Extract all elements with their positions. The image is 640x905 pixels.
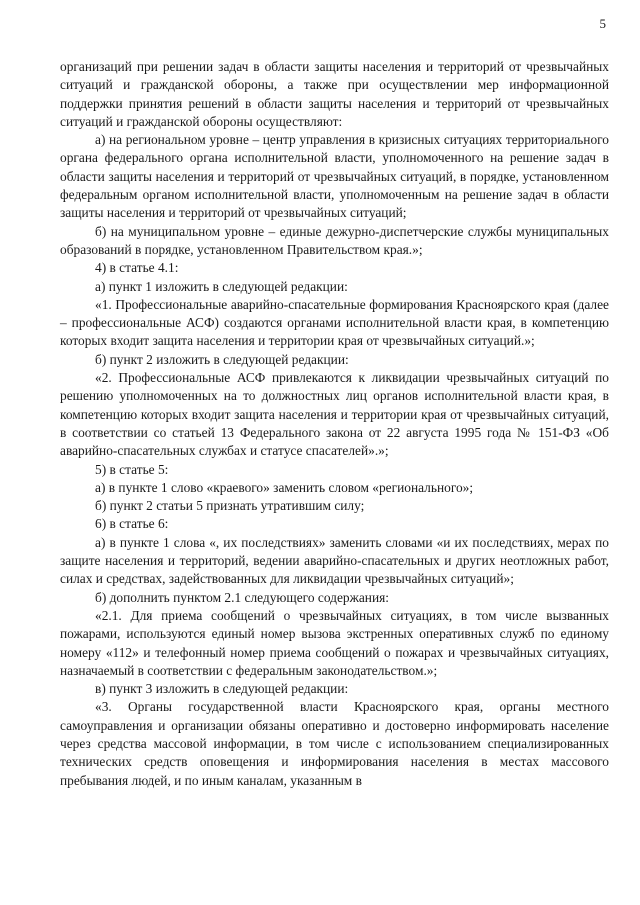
paragraph-article-5: 5) в статье 5:: [95, 461, 169, 477]
paragraph-article-6-c: в) пункт 3 изложить в следующей редакции:: [95, 681, 349, 697]
paragraph-clause-2-1-text: «2.1. Для приема сообщений о чрезвычайных ситуациях, в том числе вызванных пожарами, используются единый номер вызова экстренных оперативных служб по единому номеру «112» и телефонный номер приема сообщений о пожарах и чрезвычайных ситуациях, назначаемый в соответствии с федеральным законодательством.»;: [60, 607, 609, 678]
paragraph-clause-3-text: «3. Органы государственной власти Красноярского края, органы местного самоуправления и организации обязаны оперативно и достоверно информировать население через средства массовой информации, в том числе с использованием специализированных технических средств оповещения и информирования населения в местах массового пребывания людей, и по иным каналам, указанным в: [60, 699, 609, 788]
paragraph-intro: организаций при решении задач в области защиты населения и территорий от чрезвычайных ситуаций и гражданской обороны, а также при осуществлении мер информационной поддержки принятия решений в области защиты населения и территорий от чрезвычайных ситуаций и гражданской обороны осуществляют:: [60, 59, 609, 129]
page-number: 5: [599, 16, 606, 31]
paragraph-article-4-1: 4) в статье 4.1:: [95, 260, 179, 276]
paragraph-clause-2-intro: б) пункт 2 изложить в следующей редакции:: [95, 351, 349, 367]
paragraph-article-6-a: а) в пункте 1 слова «, их последствиях» заменить словами «и их последствиях, мерах по защите населения и территорий, ведении аварийно-спасательных и других неотложных работ, силах и средствах, задействованных для ликвидации чрезвычайных ситуаций»;: [60, 534, 609, 587]
paragraph-article-6-b: б) дополнить пунктом 2.1 следующего содержания:: [95, 589, 389, 605]
paragraph-a-regional: а) на региональном уровне – центр управления в кризисных ситуациях территориального органа федерального органа исполнительной власти, уполномоченного на решение задач в области защиты населения и территорий от чрезвычайных ситуаций, в порядке, установленном федеральным органом исполнительной власти, уполномоченным на решение задач в области защиты населения и территорий от чрезвычайных ситуаций;: [60, 132, 609, 221]
paragraph-clause-2-text: «2. Профессиональные АСФ привлекаются к ликвидации чрезвычайных ситуаций по решению уполномоченных на то должностных лиц органов исполнительной власти края, в компетенцию которых входит защита населения и территории края от чрезвычайных ситуаций, в соответствии со статьей 13 Федерального закона от 22 августа 1995 года № 151-ФЗ «Об аварийно-спасательных службах и статусе спасателей».»;: [60, 370, 609, 459]
paragraph-b-municipal: б) на муниципальном уровне – единые дежурно-диспетчерские службы муниципальных образований в порядке, установленном Правительством края.»;: [60, 223, 609, 257]
paragraph-clause-1-text: «1. Профессиональные аварийно-спасательные формирования Красноярского края (далее – профессиональные АСФ) создаются органами исполнительной власти края, в компетенцию которых входит защита населения и территории края от чрезвычайных ситуаций.»;: [60, 296, 609, 349]
paragraph-article-6: 6) в статье 6:: [95, 516, 169, 532]
paragraph-article-5-a: а) в пункте 1 слово «краевого» заменить словом «регионального»;: [95, 479, 474, 495]
document-body: [60, 58, 609, 790]
paragraph-article-5-b: б) пункт 2 статьи 5 признать утратившим силу;: [95, 498, 365, 514]
paragraph-clause-1-intro: а) пункт 1 изложить в следующей редакции:: [95, 278, 348, 294]
